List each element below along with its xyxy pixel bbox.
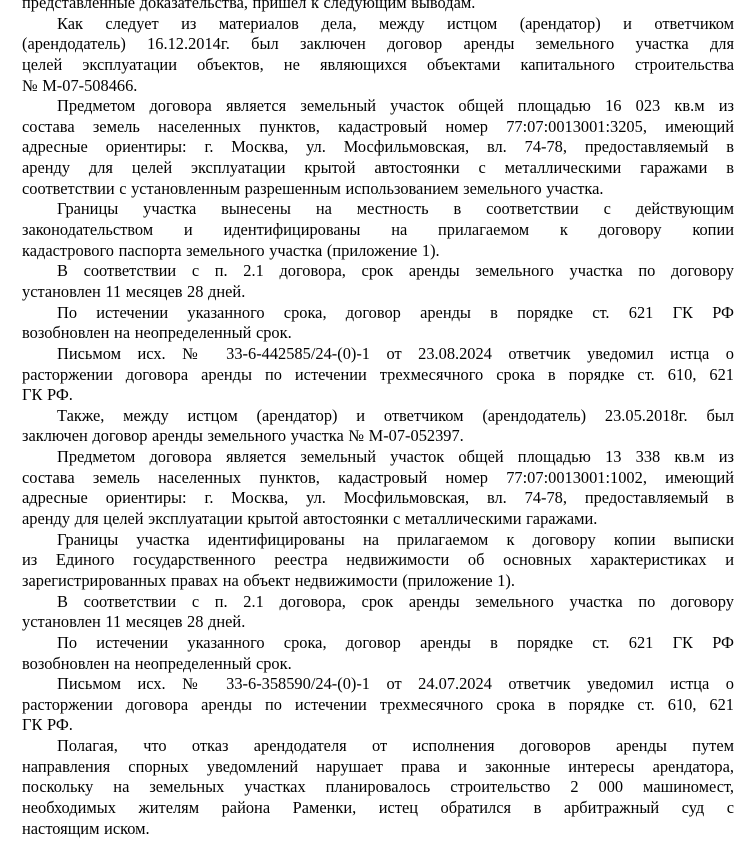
text-line: установлен 11 месяцев 28 дней. [22,281,246,301]
paragraph [22,261,734,302]
text-line: аренду для целей эксплуатации крытой автостоянки с металлическими гаражами в [22,158,734,178]
text-line: расторжении договора аренды по истечении трехмесячного срока в порядке ст. 610, 621 [22,364,734,384]
paragraph [22,14,734,97]
paragraph [22,592,734,633]
paragraph [22,406,734,447]
text-line: расторжении договора аренды по истечении трехмесячного срока в порядке ст. 610, 621 [22,694,734,714]
paragraph [22,530,734,592]
paragraph [22,0,734,14]
text-line: ГК РФ. [22,385,73,405]
text-line: возобновлен на неопределенный срок. [22,323,292,343]
text-line: Как следует из материалов дела, между истцом (арендатор) и ответчиком [57,13,734,33]
text-line: необходимых жителям района Раменки, истец обратился в арбитражный суд с [22,797,734,817]
text-line: представленные доказательства, пришел к следующим выводам. [22,0,476,12]
text-line: из Единого государственного реестра недвижимости об основных характеристиках и [22,550,734,570]
text-line: (арендодатель) 16.12.2014г. был заключен договор аренды земельного участка для [22,34,734,54]
paragraph [22,736,734,839]
document-body [22,0,734,839]
text-line: состава земель населенных пунктов, кадастровый номер 77:07:0013001:1002, имеющий [22,467,734,487]
text-line: аренду для целей эксплуатации крытой автостоянки с металлическими гаражами. [22,509,598,529]
text-line: Письмом исх. № 33-6-358590/24-(0)-1 от 24.07.2024 ответчик уведомил истца о [57,674,734,694]
paragraph [22,447,734,530]
paragraph [22,96,734,199]
text-line: настоящим иском. [22,818,150,838]
paragraph [22,303,734,344]
text-line: кадастрового паспорта земельного участка (приложение 1). [22,240,440,260]
text-line: По истечении указанного срока, договор аренды в порядке ст. 621 ГК РФ [57,302,734,322]
text-line: установлен 11 месяцев 28 дней. [22,612,246,632]
text-line: Предметом договора является земельный участок общей площадью 16 023 кв.м из [57,96,734,116]
text-line: заключен договор аренды земельного участка № М-07-052397. [22,426,464,446]
text-line: ГК РФ. [22,715,73,735]
paragraph [22,199,734,261]
text-line: адресные ориентиры: г. Москва, ул. Мосфильмовская, вл. 74-78, предоставляемый в [22,137,734,157]
paragraph [22,674,734,736]
text-line: Границы участка идентифицированы на прилагаемом к договору копии выписки [57,529,734,549]
text-line: Письмом исх. № 33-6-442585/24-(0)-1 от 23.08.2024 ответчик уведомил истца о [57,343,734,363]
text-line: По истечении указанного срока, договор аренды в порядке ст. 621 ГК РФ [57,632,734,652]
text-line: № М-07-508466. [22,75,138,95]
text-line: Границы участка вынесены на местность в соответствии с действующим [57,199,734,219]
text-line: Предметом договора является земельный участок общей площадью 13 338 кв.м из [57,447,734,467]
text-line: Также, между истцом (арендатор) и ответчиком (арендодатель) 23.05.2018г. был [57,405,734,425]
text-line: состава земель населенных пунктов, кадастровый номер 77:07:0013001:3205, имеющий [22,116,734,136]
text-line: направления спорных уведомлений нарушает права и законные интересы арендатора, [22,756,734,776]
text-line: целей эксплуатации объектов, не являющихся объектами капитального строительства [22,54,734,74]
text-line: зарегистрированных правах на объект недвижимости (приложение 1). [22,570,515,590]
text-line: поскольку на земельных участках планировалось строительство 2 000 машиномест, [22,777,734,797]
paragraph [22,633,734,674]
text-line: адресные ориентиры: г. Москва, ул. Мосфильмовская, вл. 74-78, предоставляемый в [22,488,734,508]
paragraph [22,344,734,406]
text-line: возобновлен на неопределенный срок. [22,653,292,673]
text-line: законодательством и идентифицированы на прилагаемом к договору копии [22,220,734,240]
text-line: В соответствии с п. 2.1 договора, срок аренды земельного участка по договору [57,261,734,281]
text-line: Полагая, что отказ арендодателя от исполнения договоров аренды путем [57,736,734,756]
text-line: В соответствии с п. 2.1 договора, срок аренды земельного участка по договору [57,591,734,611]
text-line: соответствии с установленным разрешенным использованием земельного участка. [22,178,604,198]
